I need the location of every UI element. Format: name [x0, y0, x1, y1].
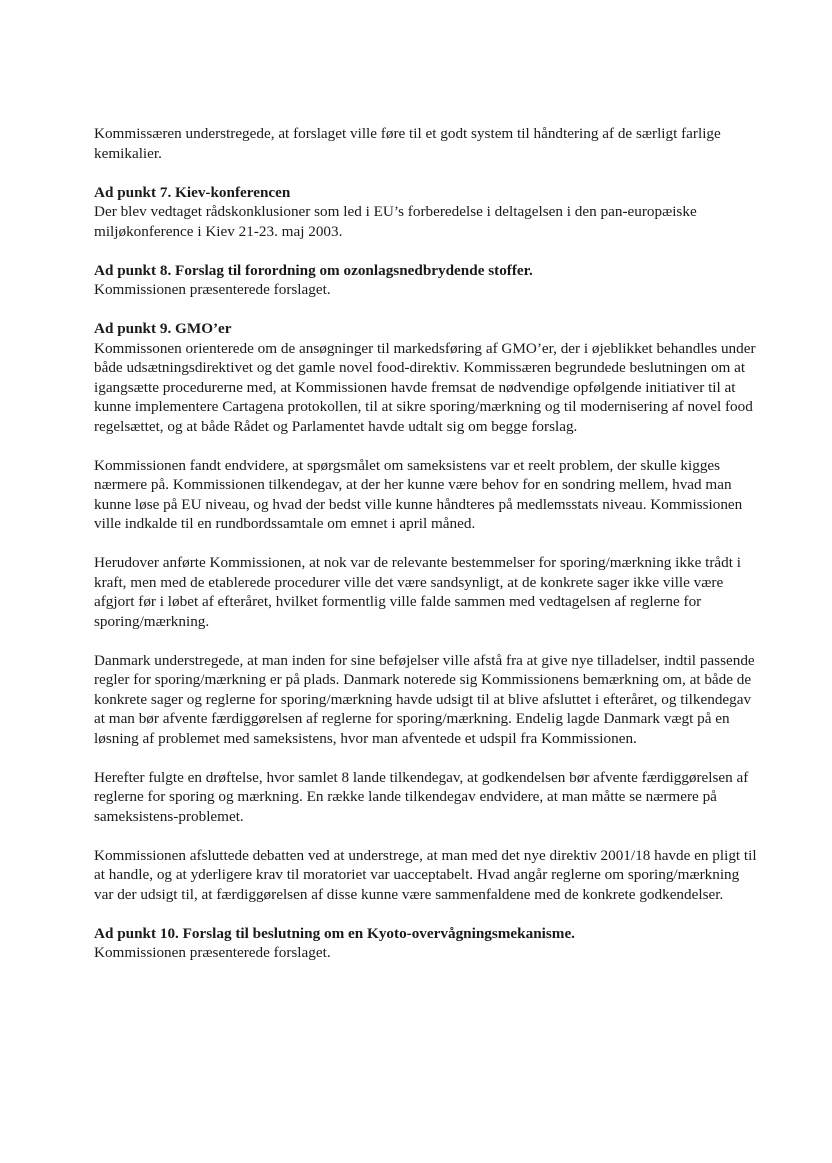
paragraph-text: Kommissionen fandt endvidere, at spørgsmålet om sameksistens var et reelt problem, der skulle kigges nærmere på. Kommissionen tilkendegav, at der her kunne være behov for en sondring mellem, hvad man kunne løse på EU niveau, og hvad der bedst ville kunne håndteres på medlemsstats niveau. Kommissionen ville indkalde til en rundbordssamtale om emnet i april måned.	[94, 456, 743, 532]
paragraph-text: Kommissæren understregede, at forslaget ville føre til et godt system til håndtering af de særligt farlige kemikalier.	[94, 125, 721, 162]
paragraph	[94, 651, 762, 749]
paragraph-text: Kommissionen præsenterede forslaget.	[94, 281, 331, 298]
section-heading: Ad punkt 9. GMO’er	[94, 320, 232, 337]
paragraph-text: Kommissionen afsluttede debatten ved at understrege, at man med det nye direktiv 2001/18 havde en pligt til at handle, og at yderligere krav til moratoriet var uacceptabelt. Hvad angår reglerne om sporing/mærkning var der udsigt til, at færdiggørelsen af disse kunne være sammenfaldene med de konkrete godkendelser.	[94, 846, 757, 903]
section-heading: Ad punkt 7. Kiev-konferencen	[94, 183, 291, 201]
section-agenda-item-9	[94, 319, 762, 436]
section-heading: Ad punkt 10. Forslag til beslutning om en Kyoto-overvågningsmekanisme.	[94, 924, 575, 942]
paragraph	[94, 846, 762, 905]
section-agenda-item-8	[94, 261, 762, 300]
paragraph-text: Kommissonen orienterede om de ansøgninger til markedsføring af GMO’er, der i øjeblikket behandles under både udsætningsdirektivet og det gamle novel food-direktiv. Kommissæren begrundede beslutningen om at igangsætte procedurerne med, at Kommissionen havde fremsat de nødvendige opfølgende initiativer til at kunne implementere Cartagena protokollen, til at sikre sporing/mærkning og til modernisering af novel food regelsættet, og at både Rådet og Parlamentet havde udtalt sig om begge forslag.	[94, 339, 756, 435]
section-heading: Ad punkt 8. Forslag til forordning om ozonlagsnedbrydende stoffer.	[94, 261, 533, 279]
paragraph-text: Danmark understregede, at man inden for sine beføjelser ville afstå fra at give nye tilladelser, indtil passende regler for sporing/mærkning er på plads. Danmark noterede sig Kommissionens bemærkning om, at både de konkrete sager og reglerne for sporing/mærkning havde udsigt til at blive afsluttet i efteråret, og tilkendegav at man bør afvente færdiggørelsen af reglerne for sporing/mærkning. Endelig lagde Danmark vægt på en løsning af problemet med sameksistens, hvor man afventede et udspil fra Kommissionen.	[94, 651, 755, 747]
paragraph-text: Der blev vedtaget rådskonklusioner som led i EU’s forberedelse i deltagelsen i den pan-europæiske miljøkonference i Kiev 21-23. maj 2003.	[94, 203, 697, 240]
paragraph-text: Herefter fulgte en drøftelse, hvor samlet 8 lande tilkendegav, at godkendelsen bør afvente færdiggørelsen af reglerne for sporing og mærkning. En række lande tilkendegav endvidere, at man måtte se nærmere på sameksistens-problemet.	[94, 768, 749, 825]
section-agenda-item-7	[94, 183, 762, 242]
paragraph	[94, 456, 762, 534]
section-agenda-item-10	[94, 924, 762, 963]
paragraph-text: Kommissionen præsenterede forslaget.	[94, 944, 331, 961]
paragraph-text: Herudover anførte Kommissionen, at nok var de relevante bestemmelser for sporing/mærkning ikke trådt i kraft, men med de etablerede procedurer ville det være sandsynligt, at de konkrete sager ikke ville være afgjort før i løbet af efteråret, hvilket formentlig ville falde sammen med vedtagelsen af reglerne for sporing/mærkning.	[94, 554, 741, 630]
paragraph	[94, 553, 762, 631]
paragraph	[94, 768, 762, 827]
paragraph	[94, 124, 762, 163]
document-body	[94, 124, 762, 982]
